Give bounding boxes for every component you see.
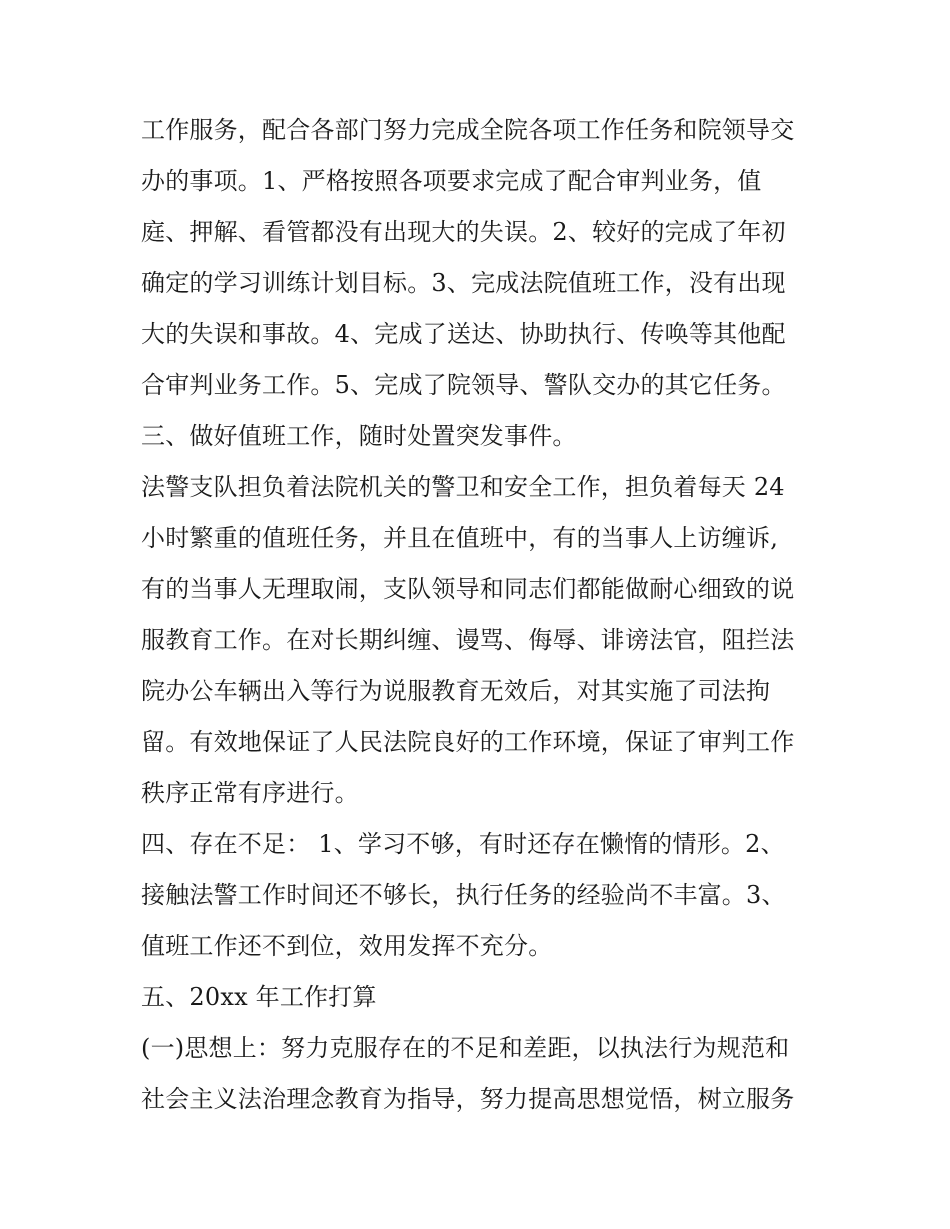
text-line: 小时繁重的值班任务，并且在值班中，有的当事人上访缠诉, <box>141 524 779 552</box>
document-body <box>141 105 831 1125</box>
text-line: 留。有效地保证了人民法院良好的工作环境，保证了审判工作 <box>141 728 795 756</box>
section-heading: 五、20xx 年工作打算 <box>141 983 377 1011</box>
section-heading: 四、存在不足： 1、学习不够，有时还存在懒惰的情形。2、 <box>141 830 785 858</box>
text-line: 工作服务，配合各部门努力完成全院各项工作任务和院领导交 <box>141 116 795 144</box>
text-line: 院办公车辆出入等行为说服教育无效后，对其实施了司法拘 <box>141 677 771 705</box>
text-line: 办的事项。1、严格按照各项要求完成了配合审判业务，值 <box>141 167 762 195</box>
text-line: 大的失误和事故。4、完成了送达、协助执行、传唤等其他配 <box>141 320 786 348</box>
text-line: 法警支队担负着法院机关的警卫和安全工作，担负着每天 24 <box>141 473 785 501</box>
text-line: 服教育工作。在对长期纠缠、谩骂、侮辱、诽谤法官，阻拦法 <box>141 626 795 654</box>
text-line: 社会主义法治理念教育为指导，努力提高思想觉悟，树立服务 <box>141 1085 795 1113</box>
text-line: 确定的学习训练计划目标。3、完成法院值班工作，没有出现 <box>141 269 786 297</box>
section-heading: 三、做好值班工作，随时处置突发事件。 <box>141 422 577 450</box>
text-line: 合审判业务工作。5、完成了院领导、警队交办的其它任务。 <box>141 371 786 399</box>
text-line: (一)思想上：努力克服存在的不足和差距，以执法行为规范和 <box>141 1034 790 1062</box>
text-line: 秩序正常有序进行。 <box>141 779 359 807</box>
text-line: 庭、押解、看管都没有出现大的失误。2、较好的完成了年初 <box>141 218 786 246</box>
text-line: 有的当事人无理取闹，支队领导和同志们都能做耐心细致的说 <box>141 575 795 603</box>
text-line: 接触法警工作时间还不够长，执行任务的经验尚不丰富。3、 <box>141 881 786 909</box>
text-line: 值班工作还不到位，效用发挥不充分。 <box>141 932 553 960</box>
